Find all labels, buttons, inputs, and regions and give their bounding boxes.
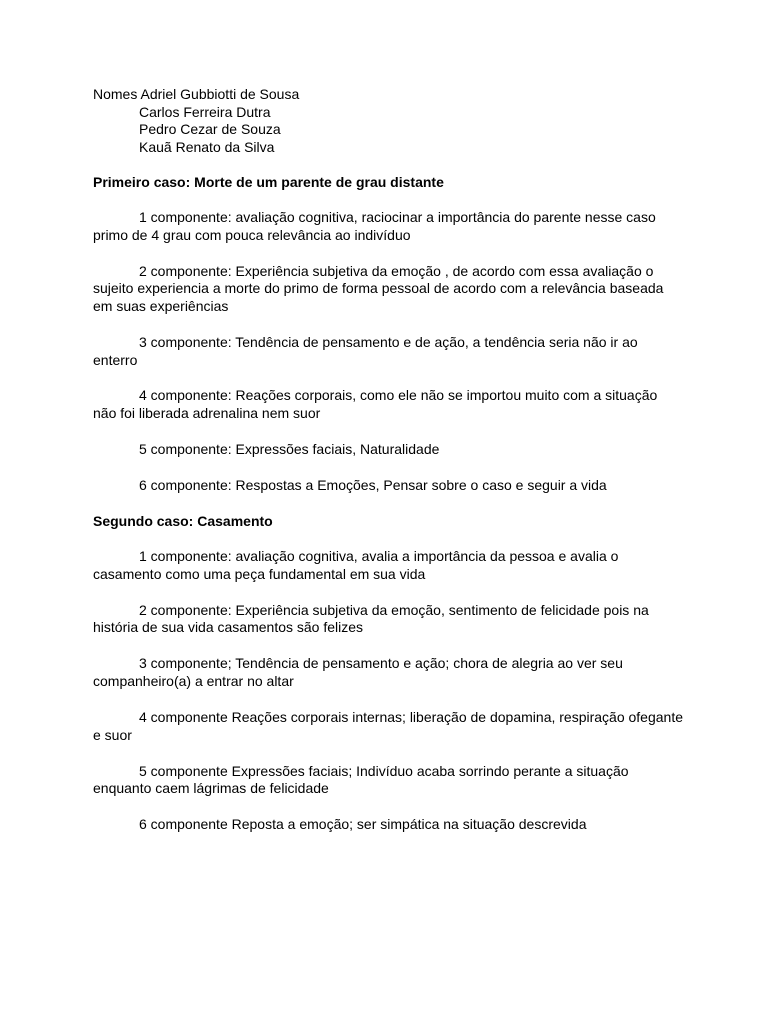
case1-heading: Primeiro caso: Morte de um parente de grau distante [93,173,444,190]
names-label: Nomes [93,86,138,102]
name-4: Kauã Renato da Silva [139,138,275,155]
case1-paragraph-3: 3 componente: Tendência de pensamento e de ação, a tendência seria não ir ao enterro [93,333,638,368]
case2-heading: Segundo caso: Casamento [93,513,273,530]
name-2: Carlos Ferreira Dutra [139,103,271,120]
case2-paragraph-6: 6 componente Reposta a emoção; ser simpática na situação descrevida [139,816,587,833]
names-first-line [93,86,683,104]
case2-paragraph-1: 1 componente: avaliação cognitiva, avalia a importância da pessoa e avalia o casamento como uma peça fundamental em sua vida [93,548,619,582]
case1-paragraph-6: 6 componente: Respostas a Emoções, Pensar sobre o caso e seguir a vida [139,477,607,494]
case1-paragraph-2: 2 componente: Experiência subjetiva da emoção , de acordo com essa avaliação o sujeito experiencia a morte do primo de forma pessoal de acordo com a relevância baseada em suas experiências [93,262,664,314]
case2-paragraph-2: 2 componente: Experiência subjetiva da emoção, sentimento de felicidade pois na história de sua vida casamentos são felizes [93,601,649,636]
case2-paragraph-4: 4 componente Reações corporais internas; liberação de dopamina, respiração ofegante e suor [93,708,684,743]
name-1: Adriel Gubbiotti de Sousa [140,86,300,102]
case1-paragraph-1: 1 componente: avaliação cognitiva, raciocinar a importância do parente nesse caso primo de 4 grau com pouca relevância ao indivíduo [93,209,656,243]
case1-paragraph-5: 5 componente: Expressões faciais, Naturalidade [139,441,440,458]
case2-paragraph-3: 3 componente; Tendência de pensamento e ação; chora de alegria ao ver seu companheiro(a) a entrar no altar [93,655,623,689]
case1-paragraph-4: 4 componente: Reações corporais, como ele não se importou muito com a situação não foi liberada adrenalina nem suor [93,387,658,422]
name-3: Pedro Cezar de Souza [139,121,281,138]
case2-paragraph-5: 5 componente Expressões faciais; Indivíduo acaba sorrindo perante a situação enquanto caem lágrimas de felicidade [93,762,629,797]
document-page [93,86,683,834]
